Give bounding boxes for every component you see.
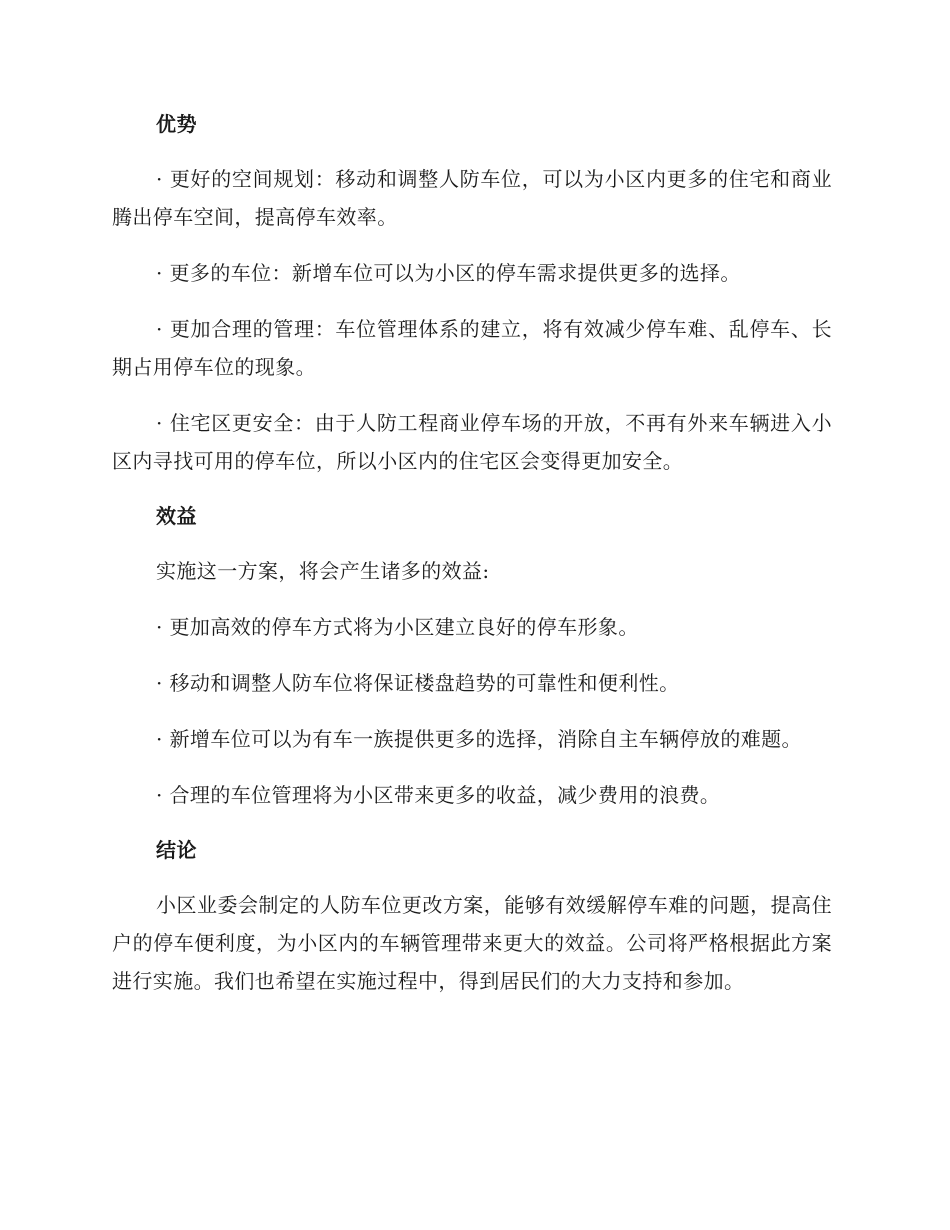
benefit-revenue: · 合理的车位管理将为小区带来更多的收益，减少费用的浪费。 [156,783,721,807]
benefit-efficient-parking: · 更加高效的停车方式将为小区建立良好的停车形象。 [156,615,639,639]
section-heading-conclusion: 结论 [156,838,197,862]
benefits-intro: 实施这一方案，将会产生诸多的效益: [156,559,490,583]
section-heading-advantages: 优势 [156,112,197,136]
advantage-management: · 更加合理的管理：车位管理体系的建立，将有效减少停车难、乱停车、长期占用停车位的现象。 [112,317,832,379]
benefit-more-choices: · 新增车位可以为有车一族提供更多的选择，消除自主车辆停放的难题。 [156,727,802,751]
advantage-more-spaces: · 更多的车位：新增车位可以为小区的停车需求提供更多的选择。 [156,261,741,285]
conclusion-paragraph: 小区业委会制定的人防车位更改方案，能够有效缓解停车难的问题，提高住户的停车便利度，为小区内的车辆管理带来更大的效益。公司将严格根据此方案进行实施。我们也希望在实施过程中，得到居民们的大力支持和参加。 [112,893,832,993]
advantage-space-planning: · 更好的空间规划：移动和调整人防车位，可以为小区内更多的住宅和商业腾出停车空间，提高停车效率。 [112,167,832,229]
document-page [112,106,832,1018]
benefit-reliability: · 移动和调整人防车位将保证楼盘趋势的可靠性和便利性。 [156,671,680,695]
section-heading-benefits: 效益 [156,504,197,528]
advantage-safety: · 住宅区更安全：由于人防工程商业停车场的开放，不再有外来车辆进入小区内寻找可用的停车位，所以小区内的住宅区会变得更加安全。 [112,411,832,473]
